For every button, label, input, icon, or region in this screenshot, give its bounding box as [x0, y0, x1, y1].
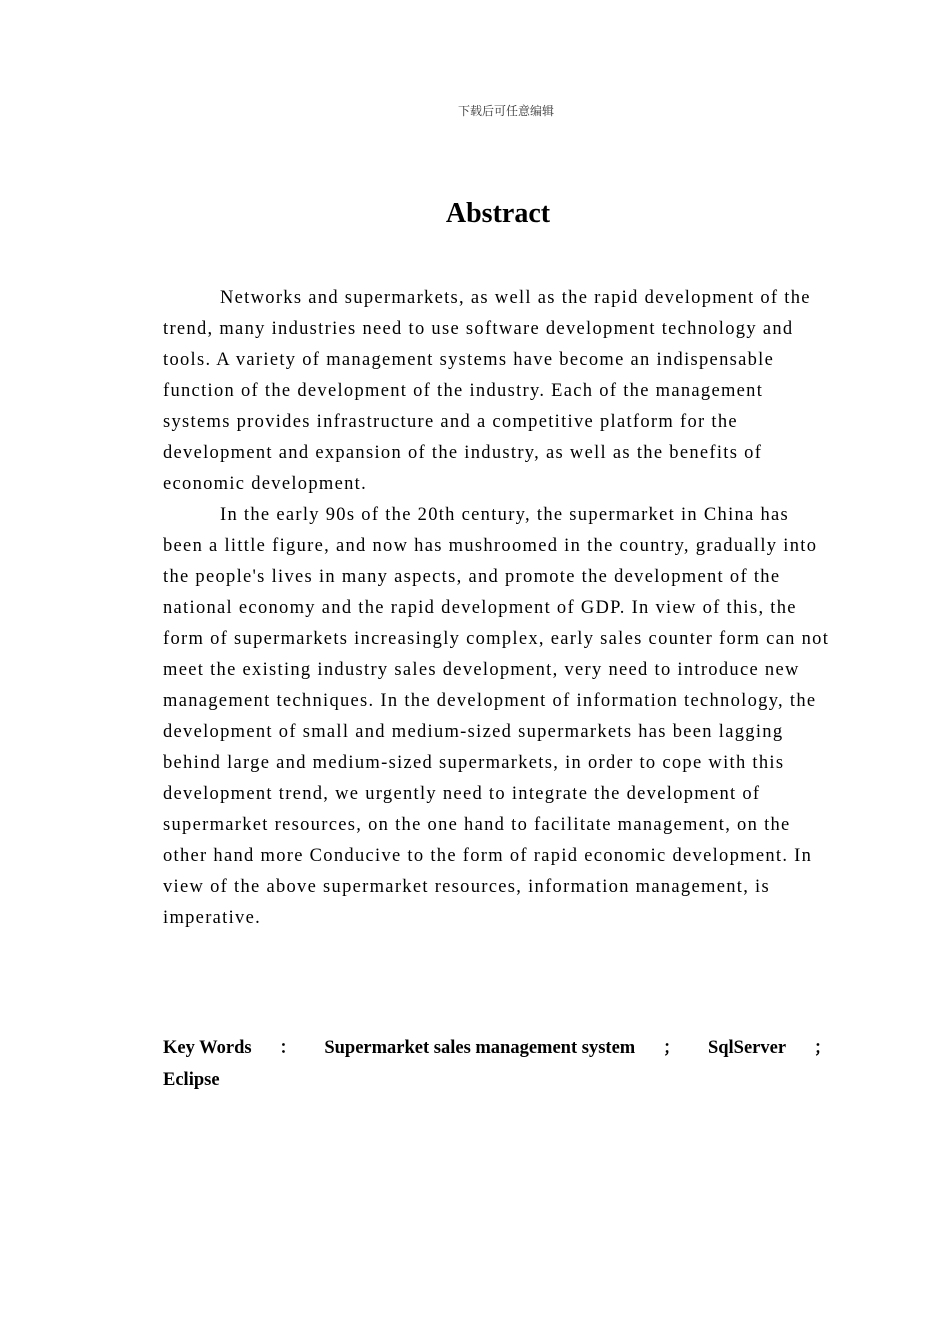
keyword-3: Eclipse	[163, 1070, 220, 1090]
page-title: Abstract	[445, 198, 551, 229]
keyword-separator-2: ；	[813, 1038, 831, 1058]
keywords-line-1	[163, 1033, 831, 1061]
abstract-body	[163, 283, 831, 934]
keywords-line-2	[163, 1070, 831, 1091]
abstract-paragraph-2: In the early 90s of the 20th century, the supermarket in China has been a little figure, and now has mushroomed in the country, gradually into the people's lives in many aspects, and promote the development of the national economy and the rapid development of GDP. In view of this, the form of supermarkets increasingly complex, early sales counter form can not meet the existing industry sales development, very need to introduce new management techniques. In the development of information technology, the development of small and medium-sized supermarkets has been lagging behind large and medium-sized supermarkets, in order to cope with this development trend, we urgently need to integrate the development of supermarket resources, on the one hand to facilitate management, on the other hand more Conducive to the form of rapid economic development. In view of the above supermarket resources, information management, is imperative.	[163, 505, 830, 928]
keywords-section	[163, 1033, 831, 1091]
keyword-separator-1: ；	[663, 1038, 681, 1058]
page-header-note: 下载后可任意编辑	[457, 104, 554, 118]
keyword-2: SqlServer	[707, 1038, 787, 1058]
keywords-colon: ：	[279, 1038, 297, 1058]
keywords-label: Key Words	[163, 1038, 252, 1058]
keyword-1: Supermarket sales management system	[324, 1038, 636, 1058]
abstract-paragraph-1: Networks and supermarkets, as well as the rapid development of the trend, many industries need to use software development technology and tools. A variety of management systems have become an indispensable function of the development of the industry. Each of the management systems provides infrastructure and a competitive platform for the development and expansion of the industry, as well as the benefits of economic development.	[163, 288, 811, 494]
